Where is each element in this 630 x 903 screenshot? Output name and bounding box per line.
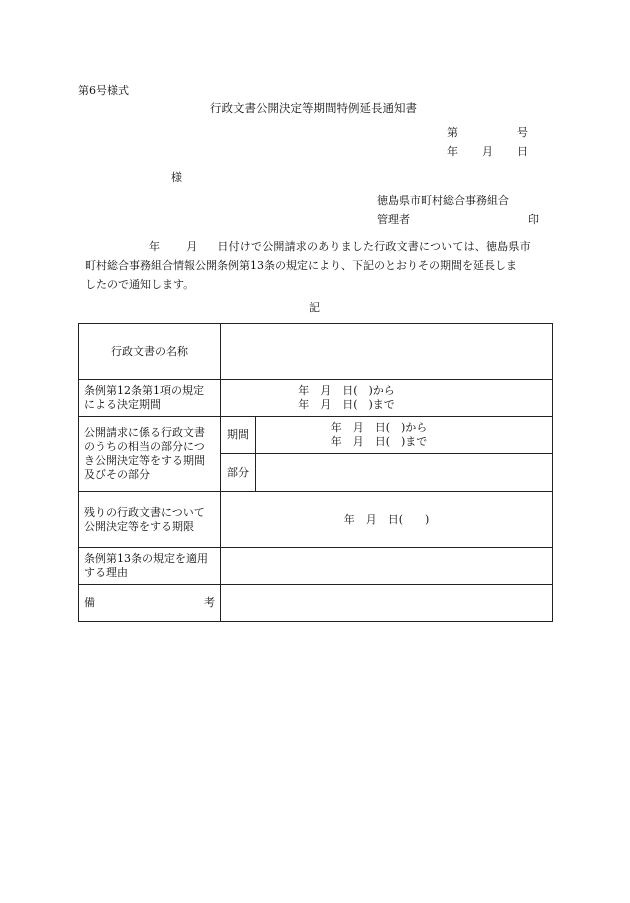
value-remarks — [221, 585, 553, 622]
date-year: 年 — [447, 145, 458, 158]
label-reason: 条例第13条の規定を適用 する理由 — [79, 548, 221, 585]
value-decision-period: 年 月 日( )から 年 月 日( )まで — [221, 380, 553, 417]
body-line-1-rest: 日付けで公開請求のありました行政文書については、徳島県市 — [217, 240, 531, 253]
label-partial-decision: 公開請求に係る行政文書 のうちの相当の部分につ き公開決定等をする期間 及びその部分 — [79, 417, 221, 492]
ki-label: 記 — [309, 301, 320, 314]
label-remaining-deadline: 残りの行政文書について 公開決定等をする期限 — [79, 492, 221, 548]
row-remaining-deadline — [79, 492, 553, 548]
date-day: 日 — [517, 145, 528, 158]
sender-org: 徳島県市町村総合事務組合 — [377, 194, 509, 207]
label-remarks: 備 考 — [79, 585, 221, 622]
body-year: 年 — [149, 240, 161, 253]
value-remaining-deadline: 年 月 日( ) — [221, 492, 553, 548]
row-decision-period — [79, 380, 553, 417]
body-line-2: 町村総合事務組合情報公開条例第13条の規定により、下記のとおりその期間を延長しま — [85, 259, 517, 272]
row-remarks — [79, 585, 553, 622]
body-paragraph — [85, 237, 555, 294]
row-partial-period — [79, 417, 553, 454]
body-line-3: したので通知します。 — [85, 278, 195, 291]
row-reason — [79, 548, 553, 585]
sub-label-period: 期間 — [221, 417, 256, 454]
sender-role: 管理者 — [377, 213, 410, 226]
value-reason — [221, 548, 553, 585]
body-month: 月 — [186, 240, 198, 253]
document-title: 行政文書公開決定等期間特例延長通知書 — [210, 101, 417, 115]
body-line-1 — [85, 237, 555, 256]
notice-table — [78, 323, 553, 622]
label-decision-period: 条例第12条第1項の規定 による決定期間 — [79, 380, 221, 417]
seal-mark: 印 — [528, 213, 539, 226]
value-partial-period: 年 月 日( )から 年 月 日( )まで — [256, 417, 553, 454]
value-partial-part — [256, 454, 553, 492]
row-document-name — [79, 324, 553, 380]
label-document-name: 行政文書の名称 — [79, 324, 221, 380]
date-month: 月 — [482, 145, 493, 158]
form-number: 第6号様式 — [78, 84, 129, 97]
doc-number-go: 号 — [517, 126, 528, 139]
sub-label-part: 部分 — [221, 454, 256, 492]
addressee-sama: 様 — [171, 171, 182, 184]
doc-number-dai: 第 — [447, 126, 458, 139]
value-document-name — [221, 324, 553, 380]
